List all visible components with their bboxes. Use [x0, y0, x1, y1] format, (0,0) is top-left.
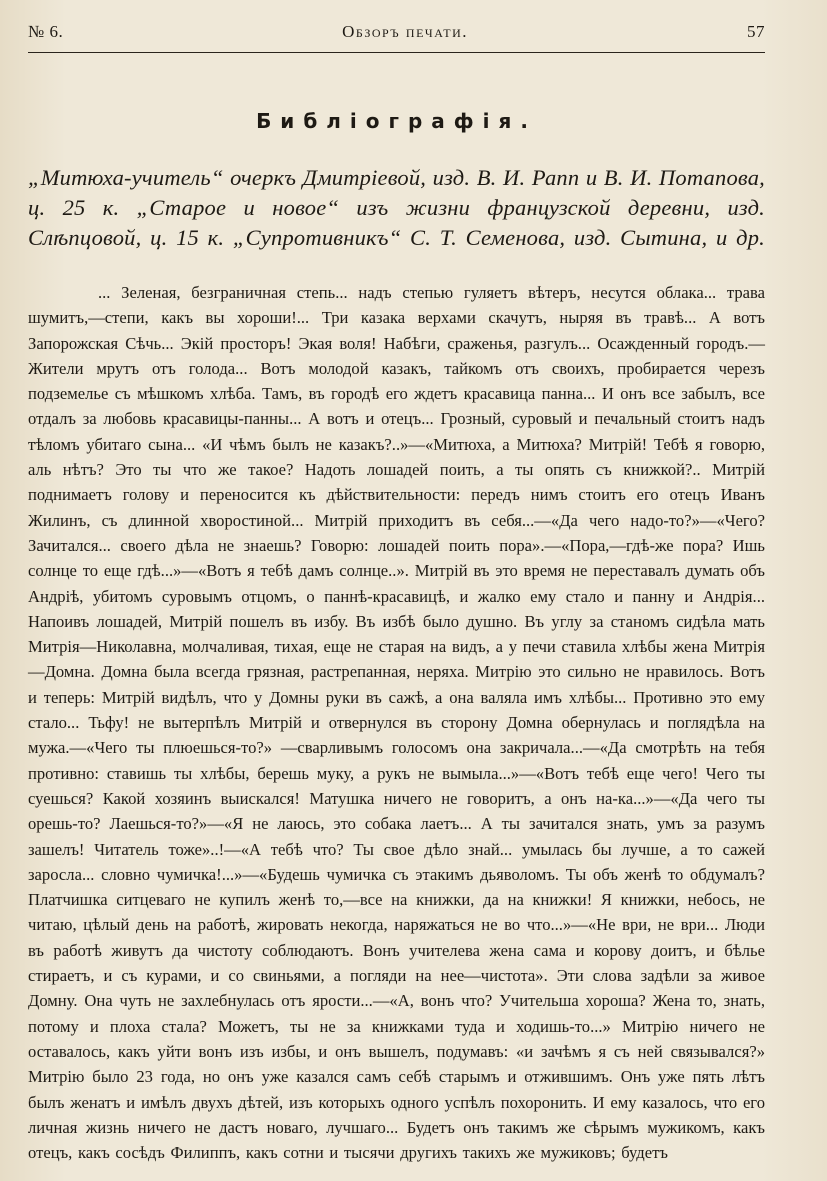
section-title: Библіографія. [256, 109, 537, 133]
journal-section-name: Обзоръ печати. [342, 22, 469, 41]
issue-number: № 6. [28, 22, 64, 41]
header-rule [28, 52, 765, 53]
running-header [28, 22, 765, 50]
article-body: ... Зеленая, безграничная степь... надъ степью гуляетъ вѣтеръ, несутся облака... трава шумитъ,—степи, какъ вы хороши!... Три казака верхами скачутъ, ныряя въ травѣ... А вотъ Запорожская Сѣчь... Экій просторъ! Экая воля! Набѣги, сраженья, разгулъ... Осажденный городъ.—Жители мрутъ отъ голода... Вотъ молодой казакъ, тайкомъ отъ своихъ, пробирается черезъ подземелье съ мѣшкомъ хлѣба. Тамъ, въ городѣ его ждетъ красавица панна... И онъ все забылъ, все отдалъ за любовь красавицы-панны... А вотъ и отецъ... Грозный, суровый и печальный стоитъ надъ тѣломъ убитаго сына... «И чѣмъ былъ не казакъ?..»—«Митюха, а Митюха? Митрій! Тебѣ я говорю, аль нѣтъ? Это ты что же такое? Надоть лошадей поить, а ты опять съ книжкой?.. Митрій поднимаетъ голову и переносится къ дѣйствительности: передъ нимъ стоитъ его отецъ Иванъ Жилинъ, съ длинной хворостиной... Митрій приходитъ въ себя...—«Да чего надо-то?»—«Чего? Зачитался... своего дѣла не знаешь? Говорю: лошадей поить пора».—«Пора,—гдѣ-же пора? Ишь солнце то еще гдѣ...»—«Вотъ я тебѣ дамъ солнце..». Митрій въ это время не переставалъ думать объ Андріѣ, убитомъ суровымъ отцомъ, о паннѣ-красавицѣ, и жалко ему стало и панну и Андрія... Напоивъ лошадей, Митрій пошелъ въ избу. Въ избѣ было душно. Въ углу за станомъ сидѣла мать Митрія—Николавна, молчаливая, тихая, еще не старая на видъ, а у печи ставила хлѣбы жена Митрія—Домна. Домна была всегда грязная, растрепанная, неряха. Митрію это сильно не нравилось. Вотъ и теперь: Митрій видѣлъ, что у Домны руки въ сажѣ, а она валяла имъ хлѣбы... Противно это ему стало... Тьфу! не вытерпѣлъ Митрій и отвернулся въ сторону Домна обернулась и поглядѣла на мужа.—«Чего ты плюешься-то?» —сварливымъ голосомъ она закричала...—«Да смотрѣть на тебя противно: ставишь ты хлѣбы, берешь муку, а рукъ не вымыла...»—«Вотъ тебѣ еще чего! Чего ты суешься? Какой хозяинъ выискался! Матушка ничего не говоритъ, а онъ на-ка...»—«Да чего ты орешь-то? Лаешься-то?»—«Я не лаюсь, это собака лаетъ... А ты зачитался знать, умъ за разумъ зашелъ! Читатель тоже»..!—«А тебѣ что? Ты свое дѣло знай... умылась бы лучше, а то сажей заросла... словно чумичка!...»—«Будешь чумичка съ этакимъ дьяволомъ. Ты объ женѣ то обдумалъ? Платчишка ситцеваго не купилъ женѣ то,—все на книжки, да на книжки! Я книжки, небось, не читаю, цѣлый день на работѣ, жировать некогда, наряжаться не во что...»—«Не ври, не ври... Люди въ работѣ живутъ да чистоту соблюдаютъ. Вонъ учителева жена сама и корову доитъ, и бѣлье стираетъ, и съ курами, и со свиньями, а погляди на нее—чистота». Эти слова задѣли за живое Домну. Она чуть не захлебнулась отъ ярости...—«А, вонъ что? Учительша хороша? Жена то, знать, потому и плоха стала? Можетъ, ты не за книжками туда и ходишь-то...» Митрію ничего не оставалось, какъ уйти вонъ изъ избы, и онъ вышелъ, подумавъ: «и зачѣмъ я съ ней связывался?» Митрію было 23 года, но онъ уже казался самъ себѣ старымъ и отжившимъ. Онъ уже пять лѣтъ былъ женатъ и имѣлъ двухъ дѣтей, изъ которыхъ одного успѣлъ похоронить. И ему казалось, что его личная жизнь ничего не дастъ новаго, лучшаго... Будетъ онъ такимъ же сѣрымъ мужикомъ, какъ отецъ, какъ сосѣдъ Филиппъ, какъ сотни и тысячи другихъ такихъ же мужиковъ; будетъ [28, 283, 765, 1163]
page-number: 57 [746, 22, 765, 41]
reviewed-works-subtitle: „Митюха-учитель“ очеркъ Дмитріевой, изд. В. И. Рапп и В. И. Потапова, ц. 25 к. „Старое и новое“ изъ жизни французской деревни, изд. Слѣпцовой, ц. 15 к. „Супротивникъ“ С. Т. Семенова, изд. Сытина, и др. [28, 165, 765, 250]
